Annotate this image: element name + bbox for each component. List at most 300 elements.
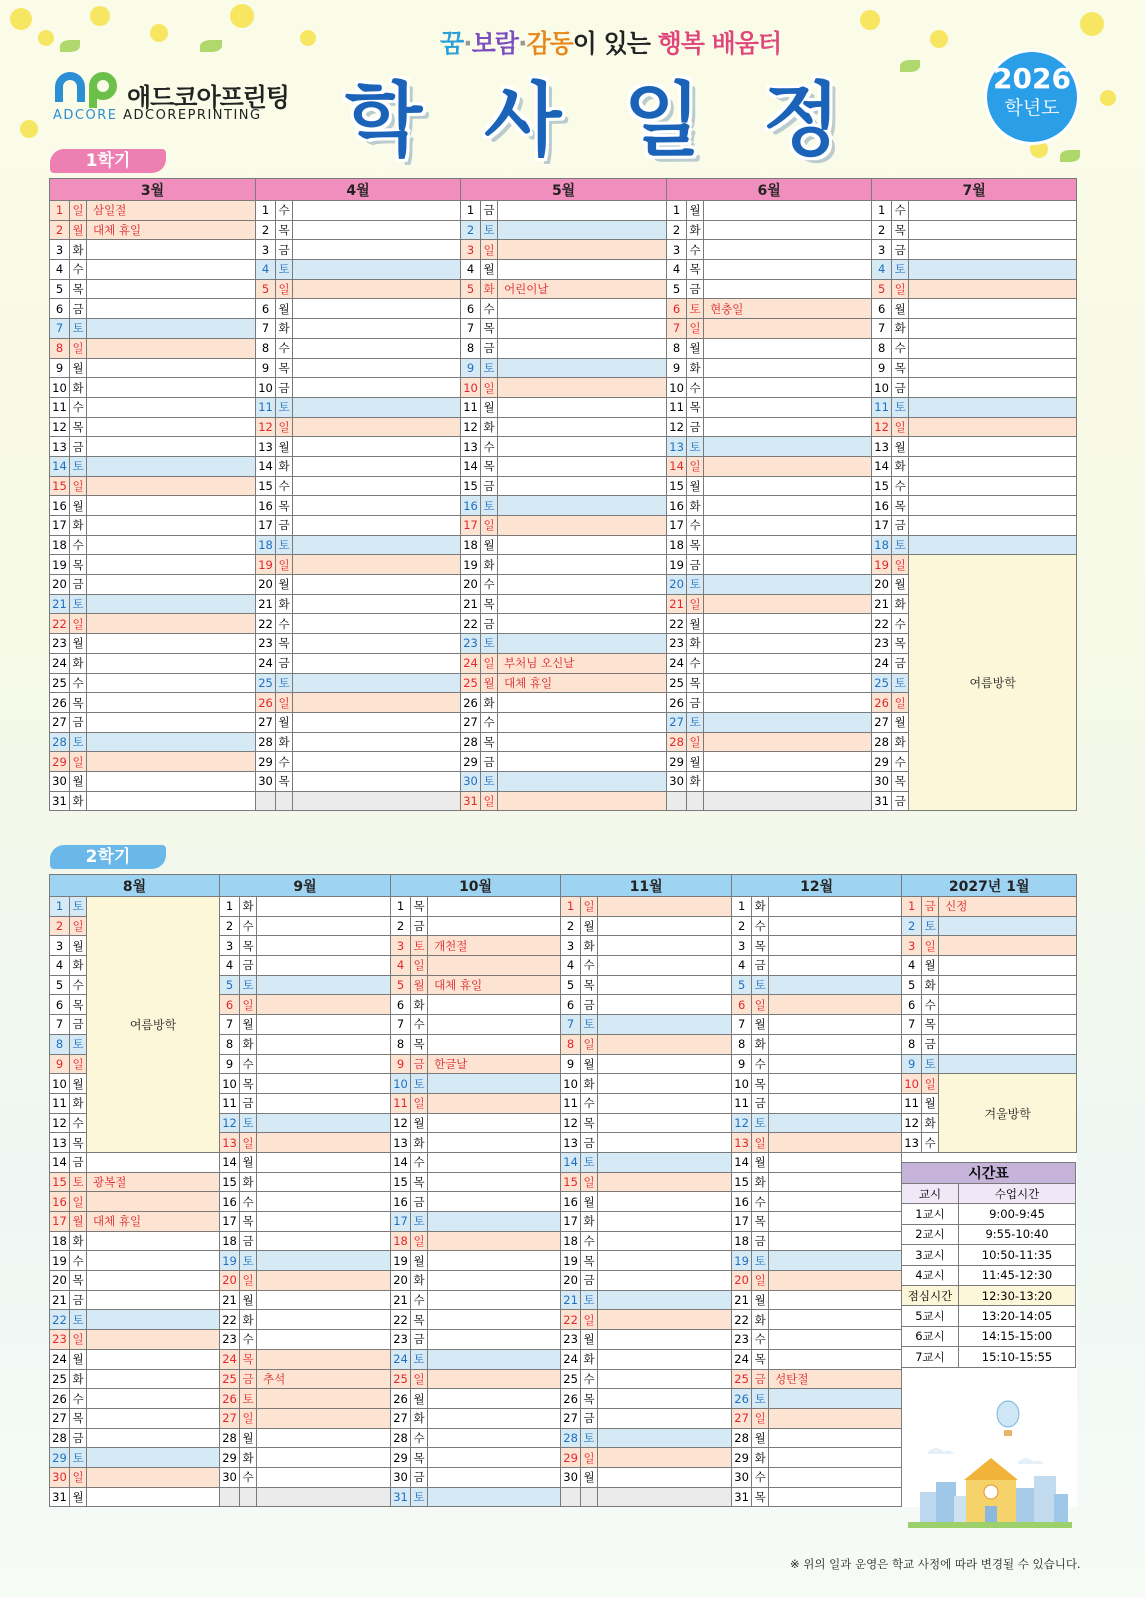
month-header: 11월 [561, 875, 732, 897]
event-cell [704, 338, 872, 358]
weekday: 화 [411, 1133, 428, 1153]
day-number: 29 [461, 752, 481, 772]
weekday: 목 [687, 535, 704, 555]
weekday: 월 [276, 712, 293, 732]
day-number: 21 [220, 1290, 240, 1310]
event-cell [498, 338, 667, 358]
weekday: 토 [70, 319, 87, 339]
day-number: 4 [461, 260, 481, 280]
event-cell [704, 693, 872, 713]
day-number: 24 [461, 653, 481, 673]
weekday: 금 [70, 1152, 87, 1172]
day-number: 16 [391, 1192, 411, 1212]
day-number: 11 [902, 1093, 922, 1113]
weekday: 월 [70, 1349, 87, 1369]
empty-cell [220, 1487, 240, 1507]
weekday: 월 [892, 437, 909, 457]
weekday: 금 [892, 378, 909, 398]
weekday: 토 [240, 1251, 257, 1271]
event-cell [257, 975, 391, 995]
event-cell [257, 1310, 391, 1330]
weekday: 일 [70, 338, 87, 358]
event-cell [769, 1133, 902, 1153]
event-cell [87, 1231, 220, 1251]
day-number: 31 [50, 791, 70, 811]
weekday: 일 [581, 897, 598, 917]
day-number: 11 [50, 1093, 70, 1113]
event-cell [598, 1192, 732, 1212]
weekday: 토 [581, 1152, 598, 1172]
day-row [50, 417, 1077, 437]
event-cell [293, 338, 461, 358]
weekday: 토 [70, 594, 87, 614]
day-number: 13 [902, 1133, 922, 1153]
weekday: 금 [687, 555, 704, 575]
weekday: 일 [581, 1448, 598, 1468]
empty-cell [276, 791, 293, 811]
day-number: 2 [902, 916, 922, 936]
day-number: 14 [391, 1152, 411, 1172]
event-cell [939, 1054, 1077, 1074]
weekday: 일 [240, 1271, 257, 1291]
weekday: 수 [687, 516, 704, 536]
day-number: 9 [872, 358, 892, 378]
event-cell [704, 456, 872, 476]
event-cell [498, 771, 667, 791]
event-cell [428, 1093, 561, 1113]
event-cell [87, 1349, 220, 1369]
day-number: 12 [902, 1113, 922, 1133]
weekday: 금 [581, 995, 598, 1015]
event-cell [293, 732, 461, 752]
event-cell [257, 916, 391, 936]
day-number: 6 [872, 299, 892, 319]
period-time: 13:20-14:05 [959, 1306, 1076, 1326]
weekday: 수 [752, 1330, 769, 1350]
event-cell [769, 1054, 902, 1074]
weekday: 화 [481, 279, 498, 299]
weekday: 수 [240, 1330, 257, 1350]
weekday: 일 [276, 555, 293, 575]
day-number: 11 [256, 397, 276, 417]
event-cell [428, 956, 561, 976]
weekday: 토 [922, 1054, 939, 1074]
day-number: 22 [50, 614, 70, 634]
event-cell [598, 975, 732, 995]
event-cell [598, 1290, 732, 1310]
event-cell [498, 496, 667, 516]
event-cell [87, 1389, 220, 1409]
event-cell [498, 634, 667, 654]
day-number: 21 [391, 1290, 411, 1310]
logo-mark-icon [55, 70, 125, 108]
event-cell [428, 1231, 561, 1251]
day-number: 21 [561, 1290, 581, 1310]
weekday: 토 [481, 358, 498, 378]
event-cell [87, 594, 256, 614]
day-number: 11 [872, 397, 892, 417]
weekday: 목 [276, 220, 293, 240]
weekday: 월 [70, 220, 87, 240]
day-number: 19 [872, 555, 892, 575]
event-cell [87, 476, 256, 496]
weekday: 토 [687, 437, 704, 457]
day-number: 27 [461, 712, 481, 732]
weekday: 화 [892, 319, 909, 339]
weekday: 목 [687, 397, 704, 417]
day-number: 2 [50, 916, 70, 936]
event-cell [428, 1192, 561, 1212]
weekday: 월 [581, 916, 598, 936]
day-number: 28 [561, 1428, 581, 1448]
weekday: 일 [70, 916, 87, 936]
event-cell [769, 1389, 902, 1409]
event-cell [498, 752, 667, 772]
day-number: 18 [50, 1231, 70, 1251]
event-cell [87, 1152, 220, 1172]
day-number: 10 [732, 1074, 752, 1094]
event-cell [428, 1251, 561, 1271]
event-cell [769, 995, 902, 1015]
day-number: 7 [256, 319, 276, 339]
weekday: 수 [240, 1192, 257, 1212]
event-cell [769, 1428, 902, 1448]
day-number: 9 [667, 358, 687, 378]
event-label: 신정 [939, 897, 1077, 917]
weekday: 목 [752, 1349, 769, 1369]
weekday: 금 [276, 516, 293, 536]
weekday: 금 [922, 897, 939, 917]
event-cell [704, 201, 872, 221]
weekday: 화 [687, 634, 704, 654]
day-number: 26 [391, 1389, 411, 1409]
day-row [50, 260, 1077, 280]
day-number: 12 [667, 417, 687, 437]
day-number: 3 [561, 936, 581, 956]
weekday: 화 [70, 791, 87, 811]
event-cell [428, 1113, 561, 1133]
weekday: 금 [481, 614, 498, 634]
weekday: 화 [687, 358, 704, 378]
weekday: 화 [687, 771, 704, 791]
weekday: 목 [411, 1310, 428, 1330]
weekday: 화 [276, 732, 293, 752]
day-number: 16 [50, 1192, 70, 1212]
day-number: 12 [732, 1113, 752, 1133]
event-cell [87, 338, 256, 358]
weekday: 금 [687, 417, 704, 437]
day-number: 15 [732, 1172, 752, 1192]
day-row [50, 358, 1077, 378]
weekday: 목 [752, 1074, 769, 1094]
period-name: 1교시 [902, 1204, 959, 1224]
event-cell [87, 1330, 220, 1350]
event-cell [87, 319, 256, 339]
timetable-row [902, 1224, 1076, 1244]
day-number: 22 [872, 614, 892, 634]
event-cell [704, 555, 872, 575]
day-number: 30 [461, 771, 481, 791]
weekday: 화 [411, 995, 428, 1015]
weekday: 화 [581, 1074, 598, 1094]
day-number: 7 [872, 319, 892, 339]
day-number: 2 [732, 916, 752, 936]
event-cell [769, 1467, 902, 1487]
event-cell [293, 476, 461, 496]
day-number: 7 [902, 1015, 922, 1035]
event-cell [257, 1251, 391, 1271]
day-number: 3 [50, 240, 70, 260]
day-number: 6 [256, 299, 276, 319]
month-header: 4월 [256, 179, 461, 201]
event-cell [87, 299, 256, 319]
weekday: 금 [411, 1467, 428, 1487]
day-number: 2 [256, 220, 276, 240]
weekday: 월 [581, 1330, 598, 1350]
event-cell [769, 1113, 902, 1133]
day-number: 10 [220, 1074, 240, 1094]
empty-cell [598, 1487, 732, 1507]
day-row [50, 319, 1077, 339]
day-number: 16 [732, 1192, 752, 1212]
event-cell [598, 1251, 732, 1271]
weekday: 수 [70, 535, 87, 555]
weekday: 금 [687, 693, 704, 713]
month-header: 8월 [50, 875, 220, 897]
weekday: 월 [240, 1428, 257, 1448]
day-number: 20 [391, 1271, 411, 1291]
day-number: 19 [256, 555, 276, 575]
event-cell [293, 673, 461, 693]
day-number: 24 [256, 653, 276, 673]
event-cell [257, 1448, 391, 1468]
day-number: 13 [391, 1133, 411, 1153]
event-cell [769, 1172, 902, 1192]
day-number: 6 [461, 299, 481, 319]
event-cell [498, 358, 667, 378]
weekday: 목 [581, 1251, 598, 1271]
event-cell [909, 516, 1077, 536]
day-number: 5 [872, 279, 892, 299]
day-number: 23 [50, 1330, 70, 1350]
day-number: 4 [220, 956, 240, 976]
day-number: 20 [256, 575, 276, 595]
weekday: 토 [892, 535, 909, 555]
day-number: 8 [50, 1034, 70, 1054]
day-number: 5 [561, 975, 581, 995]
day-number: 4 [667, 260, 687, 280]
day-number: 31 [50, 1487, 70, 1507]
event-cell [498, 240, 667, 260]
weekday: 수 [752, 916, 769, 936]
day-number: 1 [461, 201, 481, 221]
weekday: 화 [70, 1231, 87, 1251]
event-cell [769, 1231, 902, 1251]
weekday: 화 [70, 378, 87, 398]
event-cell [598, 1310, 732, 1330]
day-number: 22 [561, 1310, 581, 1330]
weekday: 금 [752, 1369, 769, 1389]
weekday: 금 [276, 240, 293, 260]
weekday: 금 [240, 1231, 257, 1251]
day-number: 26 [732, 1389, 752, 1409]
weekday: 화 [70, 1093, 87, 1113]
day-number: 11 [732, 1093, 752, 1113]
day-number: 2 [561, 916, 581, 936]
weekday: 일 [922, 936, 939, 956]
event-cell [909, 201, 1077, 221]
slogan-part: 행복 배움터 [657, 29, 782, 58]
day-number: 12 [256, 417, 276, 437]
weekday: 금 [240, 1093, 257, 1113]
day-number: 1 [220, 897, 240, 917]
event-cell [909, 378, 1077, 398]
day-number: 21 [50, 1290, 70, 1310]
weekday: 월 [687, 338, 704, 358]
event-cell [598, 1093, 732, 1113]
weekday: 토 [752, 1389, 769, 1409]
weekday: 금 [276, 653, 293, 673]
empty-cell [667, 791, 687, 811]
weekday: 목 [581, 975, 598, 995]
day-number: 23 [561, 1330, 581, 1350]
weekday: 월 [70, 1074, 87, 1094]
period-time: 12:30-13:20 [959, 1285, 1076, 1305]
event-cell [498, 732, 667, 752]
day-number: 15 [667, 476, 687, 496]
weekday: 일 [687, 732, 704, 752]
day-number: 13 [461, 437, 481, 457]
weekday: 금 [752, 956, 769, 976]
weekday: 토 [892, 260, 909, 280]
weekday: 화 [240, 897, 257, 917]
weekday: 금 [70, 437, 87, 457]
event-cell [498, 299, 667, 319]
event-cell [909, 338, 1077, 358]
day-number: 14 [872, 456, 892, 476]
weekday: 일 [70, 1467, 87, 1487]
slogan-part: · [463, 29, 472, 58]
event-cell [87, 693, 256, 713]
event-cell [769, 1212, 902, 1232]
day-number: 1 [391, 897, 411, 917]
timetable-header-period: 교시 [902, 1184, 959, 1204]
day-number: 17 [872, 516, 892, 536]
day-number: 19 [732, 1251, 752, 1271]
weekday: 목 [411, 1448, 428, 1468]
event-label: 성탄절 [769, 1369, 902, 1389]
day-number: 1 [256, 201, 276, 221]
weekday: 일 [752, 995, 769, 1015]
day-number: 10 [872, 378, 892, 398]
event-cell [428, 1369, 561, 1389]
event-cell [498, 378, 667, 398]
day-row [50, 496, 1077, 516]
weekday: 월 [687, 476, 704, 496]
weekday: 화 [411, 1271, 428, 1291]
day-number: 12 [50, 417, 70, 437]
event-cell [598, 1330, 732, 1350]
event-cell [769, 1271, 902, 1291]
event-cell [598, 916, 732, 936]
event-cell [598, 1054, 732, 1074]
day-row [50, 240, 1077, 260]
event-cell [909, 220, 1077, 240]
day-number: 3 [872, 240, 892, 260]
weekday: 토 [687, 575, 704, 595]
weekday: 월 [240, 1152, 257, 1172]
weekday: 월 [892, 299, 909, 319]
day-number: 20 [50, 575, 70, 595]
event-cell [498, 712, 667, 732]
weekday: 금 [581, 1133, 598, 1153]
day-number: 1 [50, 201, 70, 221]
day-number: 28 [461, 732, 481, 752]
weekday: 목 [581, 1113, 598, 1133]
weekday: 월 [687, 752, 704, 772]
weekday: 화 [922, 975, 939, 995]
weekday: 월 [687, 614, 704, 634]
day-number: 28 [220, 1428, 240, 1448]
event-cell [293, 555, 461, 575]
weekday: 목 [70, 693, 87, 713]
event-label: 대체 휴일 [87, 220, 256, 240]
event-cell [87, 1310, 220, 1330]
event-cell [598, 956, 732, 976]
weekday: 금 [892, 653, 909, 673]
day-number: 1 [667, 201, 687, 221]
event-cell [257, 1113, 391, 1133]
weekday: 화 [581, 1212, 598, 1232]
event-cell [769, 1251, 902, 1271]
weekday: 일 [276, 693, 293, 713]
weekday: 수 [240, 916, 257, 936]
day-number: 30 [732, 1467, 752, 1487]
weekday: 수 [276, 614, 293, 634]
event-cell [257, 1290, 391, 1310]
day-number: 12 [391, 1113, 411, 1133]
day-number: 19 [50, 1251, 70, 1271]
weekday: 목 [752, 1212, 769, 1232]
event-cell [293, 634, 461, 654]
day-number: 1 [732, 897, 752, 917]
year-badge [987, 52, 1077, 142]
event-cell [293, 496, 461, 516]
weekday: 금 [70, 1428, 87, 1448]
weekday: 금 [70, 712, 87, 732]
day-number: 6 [220, 995, 240, 1015]
event-cell [257, 1408, 391, 1428]
brand-name: 애드코아프린팅 [127, 83, 290, 112]
weekday: 목 [581, 1389, 598, 1409]
period-time: 9:00-9:45 [959, 1204, 1076, 1224]
weekday: 목 [687, 673, 704, 693]
day-number: 3 [256, 240, 276, 260]
event-cell [293, 319, 461, 339]
day-number: 20 [220, 1271, 240, 1291]
event-label: 부처님 오신날 [498, 653, 667, 673]
weekday: 화 [581, 1349, 598, 1369]
weekday: 수 [411, 1152, 428, 1172]
period-name: 5교시 [902, 1306, 959, 1326]
day-number: 14 [561, 1152, 581, 1172]
weekday: 토 [411, 1074, 428, 1094]
event-cell [87, 1369, 220, 1389]
event-label: 대체 휴일 [498, 673, 667, 693]
weekday: 화 [752, 1448, 769, 1468]
event-cell [909, 299, 1077, 319]
day-number: 3 [461, 240, 481, 260]
